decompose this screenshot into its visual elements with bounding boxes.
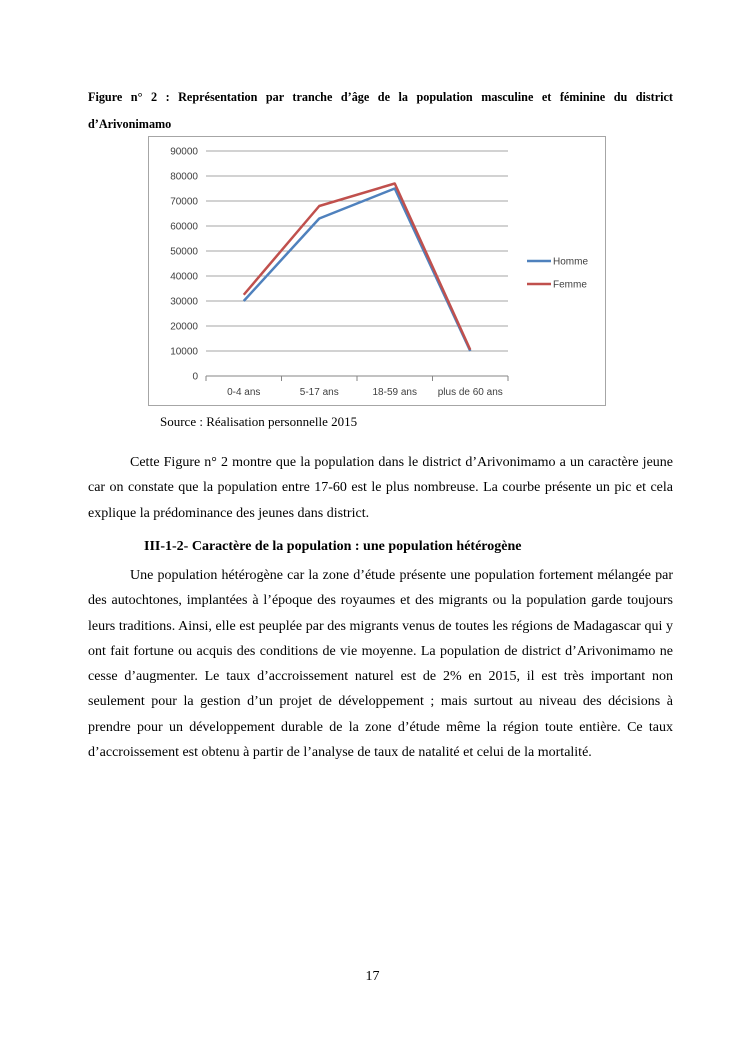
series-line-homme	[244, 189, 471, 352]
y-tick-label: 10000	[170, 346, 198, 358]
y-tick-label: 80000	[170, 171, 198, 183]
y-tick-label: 70000	[170, 196, 198, 208]
x-tick-label: plus de 60 ans	[437, 387, 503, 398]
y-tick-label: 30000	[170, 296, 198, 308]
y-tick-label: 60000	[170, 221, 198, 233]
figure-source: Source : Réalisation personnelle 2015	[160, 414, 358, 429]
legend-label-femme: Femme	[553, 279, 587, 291]
chart-canvas	[149, 137, 605, 405]
y-tick-label: 20000	[170, 321, 198, 333]
section-heading: III-1-2- Caractère de la population : une population hétérogène	[144, 539, 522, 554]
y-tick-label: 40000	[170, 271, 198, 283]
x-tick-label: 5-17 ans	[299, 387, 339, 398]
x-tick-label: 0-4 ans	[227, 387, 261, 398]
page-number: 17	[365, 969, 380, 984]
y-tick-label: 50000	[170, 246, 198, 258]
x-tick-label: 18-59 ans	[372, 387, 417, 398]
y-tick-label: 0	[192, 371, 198, 383]
line-chart	[148, 136, 606, 406]
paragraph-intro: Cette Figure n° 2 montre que la population dans le district d’Arivonimamo a un caractère jeune car on constate que la population entre 17-60 est le plus nombreuse. La courbe présente un pic et cela explique la prédominance des jeunes dans district.	[88, 455, 673, 521]
series-line-femme	[244, 184, 471, 350]
y-tick-label: 90000	[170, 146, 198, 158]
figure-caption: Figure n° 2 : Représentation par tranche d’âge de la population masculine et féminine du district d’Arivonimamo	[88, 90, 673, 131]
paragraph-heterogeneity: Une population hétérogène car la zone d’étude présente une population fortement mélangée par des autochtones, implantées à l’époque des royaumes et des migrants ou la population garde toujours leurs traditions. Ainsi, elle est peuplée par des migrants venus de toutes les régions de Madagascar qui y ont fait fortune ou acquis des conditions de vie moyenne. La population de district d’Arivonimamo ne cesse d’augmenter. Le taux d’accroissement naturel est de 2% en 2015, il est très important non seulement pour la gestion d’un projet de développement ; mais surtout au niveau des décisions à prendre pour un développement durable de la zone d’étude même la région toute entière. Ce taux d’accroissement est obtenu à partir de l’analyse de taux de natalité et celui de la mortalité.	[88, 568, 673, 761]
legend-label-homme: Homme	[553, 256, 589, 268]
